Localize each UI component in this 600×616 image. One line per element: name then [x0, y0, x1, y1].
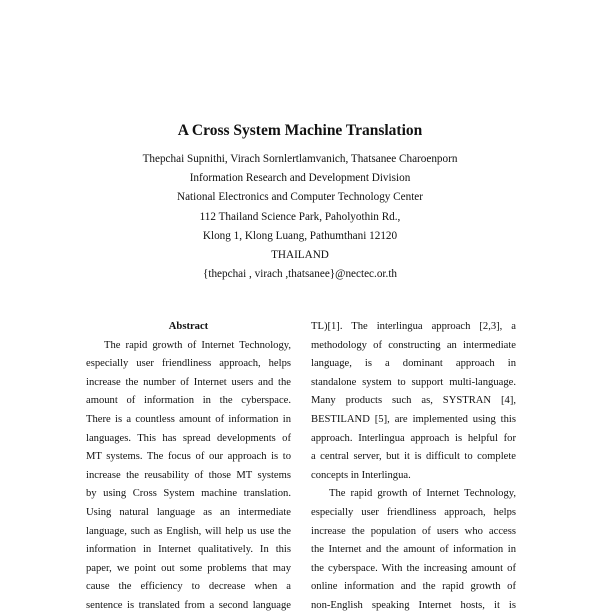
text-line: increase the number of Internet users and the: [86, 376, 291, 388]
text-line: There is a countless amount of information in: [86, 413, 291, 425]
affiliation-line: Information Research and Development Division: [189, 172, 411, 185]
affiliation-line: 112 Thailand Science Park, Paholyothin Rd.,: [199, 210, 401, 223]
text-line: paper, we point out some problems that may: [86, 562, 291, 574]
text-line: increase the population of users who access: [311, 525, 516, 537]
text-line: methodology of constructing an intermediate: [311, 339, 516, 351]
text-line: the Internet and the amount of information in: [311, 544, 516, 556]
text-line: MT systems. The focus of our approach is to: [86, 451, 291, 463]
text-line: BESTILAND [5], are implemented using this: [311, 413, 516, 425]
text-line: language, such as English, will help us use the: [86, 525, 291, 537]
text-line: amount of information in the cyberspace.: [86, 395, 291, 407]
text-line: languages. This has spread developments of: [86, 432, 291, 444]
paper-title: A Cross System Machine Translation: [177, 122, 423, 139]
text-line: standalone system to support multi-language.: [311, 376, 516, 388]
left-column: [86, 318, 291, 616]
text-line: the cyberspace. With the increasing amount of: [311, 562, 516, 574]
text-line: online information and the rapid growth of: [311, 581, 516, 593]
text-line: language, is a dominant approach in: [311, 358, 516, 370]
author-emails: {thepchai , virach ,thatsanee}@nectec.or.th: [202, 268, 398, 281]
author-block: [0, 150, 600, 284]
text-line: approach. Interlingua approach is helpful for: [311, 432, 516, 444]
text-line: Using natural language as an intermediate: [86, 506, 291, 518]
text-line: by using Cross System machine translation.: [86, 488, 291, 500]
text-line: sentence is translated from a second language: [86, 599, 291, 611]
text-line: non-English speaking Internet hosts, it is: [311, 599, 516, 611]
affiliation-line: Klong 1, Klong Luang, Pathumthani 12120: [202, 229, 398, 242]
text-line: Many products such as, SYSTRAN [4],: [311, 395, 516, 407]
text-line: The rapid growth of Internet Technology,: [104, 339, 291, 351]
text-line: concepts in Interlingua.: [311, 469, 411, 481]
author-names: Thepchai Supnithi, Virach Sornlertlamvanich, Thatsanee Charoenporn: [142, 153, 458, 165]
text-line: cause the efficiency to decrease when a: [86, 581, 291, 593]
affiliation-line: National Electronics and Computer Technology Center: [177, 191, 423, 204]
text-line: especially user friendliness approach, helps: [311, 506, 516, 518]
text-line: especially user friendliness approach, helps: [86, 358, 291, 370]
abstract-heading: Abstract: [168, 321, 209, 332]
text-line: TL)[1]. The interlingua approach [2,3], a: [311, 321, 516, 332]
affiliation-line: THAILAND: [271, 249, 329, 262]
text-line: information in Internet qualitatively. In this: [86, 544, 291, 556]
text-line: a central server, but it is difficult to complete: [311, 451, 516, 463]
right-column: [311, 318, 516, 616]
text-line: The rapid growth of Internet Technology,: [329, 488, 516, 500]
text-line: increase the reusability of those MT systems: [86, 469, 291, 481]
